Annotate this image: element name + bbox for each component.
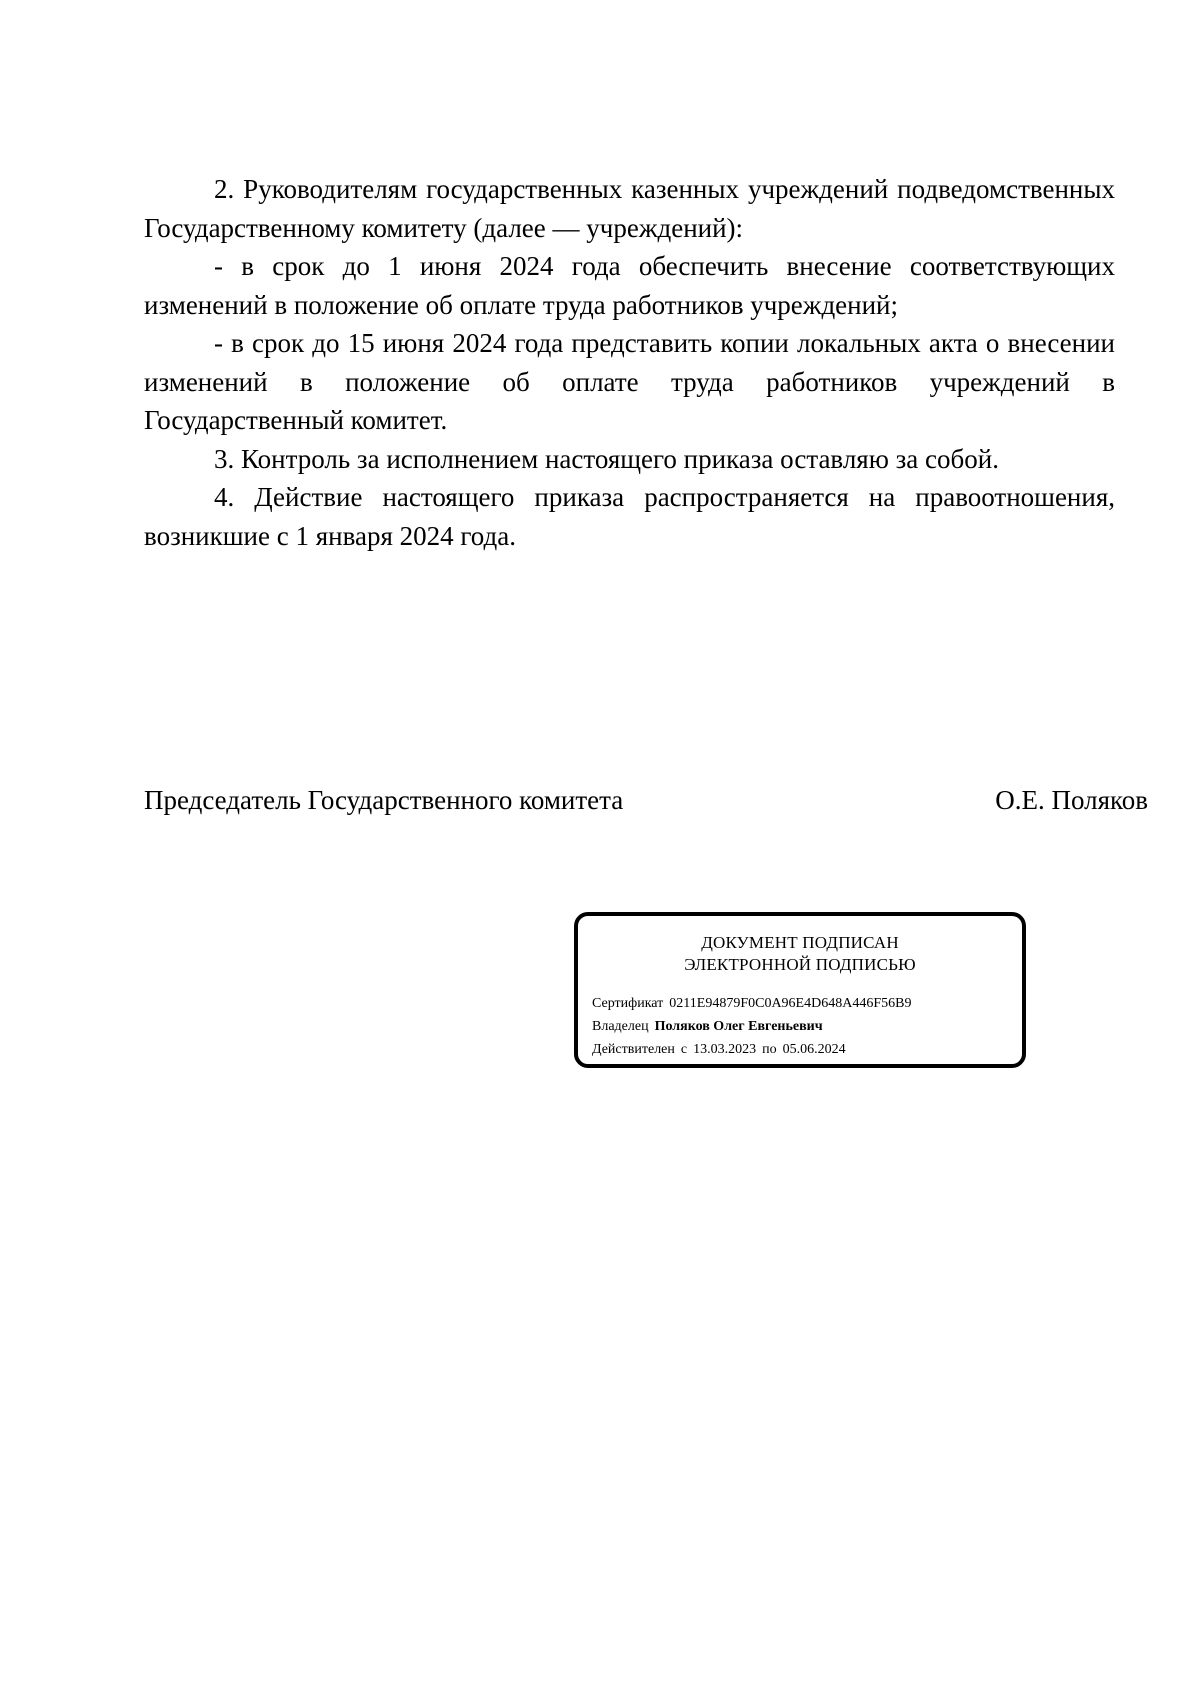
validity-row bbox=[592, 1038, 911, 1061]
certificate-label: Сертификат bbox=[592, 996, 664, 1011]
signer-position: Председатель Государственного комитета bbox=[144, 785, 624, 815]
paragraph-item-4: 4. Действие настоящего приказа распространяется на правоотношения, возникшие с 1 января 2024 года. bbox=[144, 482, 1115, 551]
signer-name: О.Е. Поляков bbox=[995, 785, 1148, 815]
stamp-details bbox=[592, 992, 911, 1061]
paragraph-item-3: 3. Контроль за исполнением настоящего приказа оставляю за собой. bbox=[214, 443, 999, 474]
stamp-heading bbox=[578, 932, 1022, 976]
document-body bbox=[144, 170, 1115, 555]
valid-from-prefix: с bbox=[680, 1042, 688, 1057]
stamp-heading-line-1: ДОКУМЕНТ ПОДПИСАН bbox=[701, 933, 899, 952]
valid-from-date: 13.03.2023 bbox=[693, 1042, 757, 1057]
electronic-signature-stamp bbox=[574, 912, 1026, 1068]
paragraph-item-2: 2. Руководителям государственных казенных учреждений подведомственных Государственному комитету (далее — учреждений): bbox=[144, 174, 1115, 243]
stamp-heading-line-2: ЭЛЕКТРОННОЙ ПОДПИСЬЮ bbox=[684, 955, 916, 974]
valid-to-prefix: по bbox=[762, 1042, 777, 1057]
owner-value: Поляков Олег Евгеньевич bbox=[654, 1019, 823, 1034]
paragraph-deadline-june-15: - в срок до 15 июня 2024 года представить копии локальных акта о внесении изменений в положение об оплате труда работников учреждений в Государственный комитет. bbox=[144, 328, 1115, 435]
valid-to-date: 05.06.2024 bbox=[782, 1042, 846, 1057]
certificate-value: 0211E94879F0C0A96E4D648A446F56B9 bbox=[669, 996, 912, 1011]
paragraph-deadline-june-1: - в срок до 1 июня 2024 года обеспечить внесение соответствующих изменений в положение об оплате труда работников учреждений; bbox=[144, 251, 1115, 320]
validity-label: Действителен bbox=[592, 1042, 675, 1057]
owner-label: Владелец bbox=[592, 1019, 649, 1034]
certificate-row bbox=[592, 992, 911, 1015]
owner-row bbox=[592, 1015, 911, 1038]
